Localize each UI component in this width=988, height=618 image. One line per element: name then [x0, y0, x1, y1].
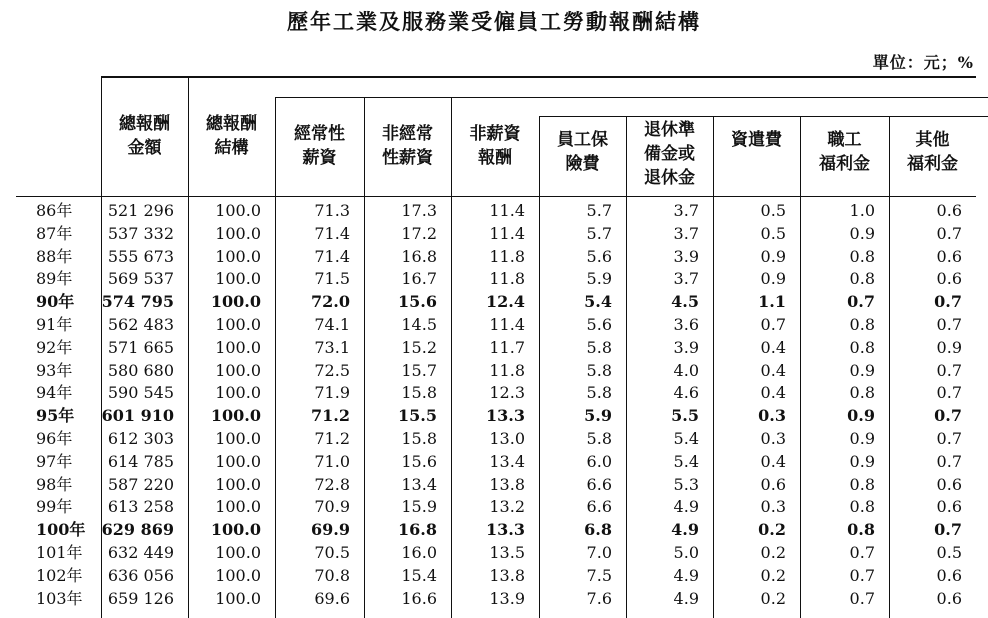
cell-other-welfare: 0.7 — [936, 315, 962, 334]
cell-welfare: 0.9 — [849, 429, 875, 448]
cell-other-welfare: 0.7 — [936, 451, 962, 471]
cell-other-welfare: 0.7 — [934, 520, 962, 540]
cell-insurance: 5.8 — [586, 337, 612, 357]
cell-non-salary: 11.8 — [489, 269, 525, 289]
cell-total-amount: 537 332 — [107, 223, 174, 243]
cell-total-structure: 100.0 — [215, 269, 261, 289]
cell-welfare: 0.8 — [849, 269, 875, 289]
cell-other-welfare: 0.6 — [936, 497, 962, 517]
header-line: 退休金 — [644, 168, 695, 188]
header-line: 非經常 — [382, 124, 433, 144]
cell-irregular-pay: 15.7 — [401, 360, 437, 380]
cell-retirement: 4.9 — [673, 497, 699, 517]
row-year: 92年 — [36, 337, 73, 357]
cell-regular-pay: 71.4 — [314, 246, 350, 266]
cell-total-amount: 569 537 — [107, 269, 174, 289]
cell-non-salary: 11.7 — [489, 337, 525, 357]
header-line: 險費 — [565, 154, 600, 174]
cell-welfare: 0.9 — [849, 451, 875, 471]
header-line: 退休準 — [644, 120, 695, 140]
cell-non-salary: 13.3 — [486, 520, 525, 540]
row-year: 91年 — [36, 315, 73, 334]
header-retirement — [626, 118, 713, 190]
sub-header-rule-2 — [539, 116, 988, 117]
cell-total-amount: 562 483 — [107, 315, 174, 334]
cell-insurance: 6.6 — [586, 497, 612, 517]
page-title: 歷年工業及服務業受僱員工勞動報酬結構 — [287, 9, 701, 34]
row-year: 87年 — [36, 223, 73, 243]
cell-retirement: 4.9 — [673, 565, 699, 585]
cell-other-welfare: 0.7 — [936, 223, 962, 243]
cell-insurance: 5.9 — [586, 269, 612, 289]
row-year: 99年 — [36, 497, 73, 517]
row-year: 96年 — [36, 429, 73, 448]
header-non-salary — [451, 122, 539, 170]
row-year: 97年 — [36, 451, 73, 471]
cell-severance: 1.1 — [758, 292, 786, 312]
cell-severance: 0.4 — [760, 451, 786, 471]
cell-welfare: 0.8 — [849, 383, 875, 403]
cell-welfare: 0.7 — [849, 565, 875, 585]
cell-other-welfare: 0.6 — [936, 588, 962, 608]
cell-other-welfare: 0.6 — [936, 474, 962, 494]
row-year: 90年 — [36, 292, 75, 312]
cell-other-welfare: 0.6 — [936, 565, 962, 585]
cell-total-structure: 100.0 — [215, 429, 261, 448]
cell-regular-pay: 71.3 — [314, 201, 350, 220]
cell-irregular-pay: 16.8 — [401, 246, 437, 266]
cell-welfare: 0.9 — [847, 406, 875, 426]
header-line: 職工 — [827, 130, 862, 150]
cell-other-welfare: 0.5 — [936, 543, 962, 562]
cell-non-salary: 11.4 — [489, 223, 525, 243]
cell-irregular-pay: 15.9 — [401, 497, 437, 517]
cell-regular-pay: 72.0 — [311, 292, 350, 312]
header-line: 非薪資 — [469, 124, 521, 144]
cell-severance: 0.4 — [760, 337, 786, 357]
cell-regular-pay: 74.1 — [314, 315, 350, 334]
cell-insurance: 7.0 — [586, 543, 612, 562]
cell-total-structure: 100.0 — [215, 474, 261, 494]
cell-insurance: 5.4 — [584, 292, 612, 312]
header-total-structure — [188, 112, 275, 160]
cell-welfare: 0.7 — [847, 292, 875, 312]
cell-non-salary: 13.3 — [486, 406, 525, 426]
row-year: 98年 — [36, 474, 73, 494]
cell-retirement: 4.0 — [673, 360, 699, 380]
cell-total-structure: 100.0 — [215, 588, 261, 608]
cell-total-amount: 659 126 — [107, 588, 174, 608]
cell-retirement: 5.0 — [673, 543, 699, 562]
cell-irregular-pay: 17.3 — [401, 201, 437, 220]
cell-retirement: 3.7 — [673, 269, 699, 289]
cell-regular-pay: 73.1 — [314, 337, 350, 357]
cell-total-amount: 629 869 — [101, 520, 174, 540]
cell-total-amount: 613 258 — [107, 497, 174, 517]
cell-non-salary: 11.8 — [489, 246, 525, 266]
cell-total-amount: 580 680 — [107, 360, 174, 380]
cell-irregular-pay: 15.8 — [401, 429, 437, 448]
header-line: 性薪資 — [382, 148, 433, 168]
row-year: 94年 — [36, 383, 73, 403]
cell-other-welfare: 0.7 — [936, 360, 962, 380]
cell-irregular-pay: 15.5 — [398, 406, 437, 426]
header-welfare — [800, 128, 889, 176]
cell-irregular-pay: 15.6 — [401, 451, 437, 471]
header-line: 薪資 — [302, 148, 337, 168]
cell-irregular-pay: 15.2 — [401, 337, 437, 357]
cell-regular-pay: 69.6 — [314, 588, 350, 608]
header-line: 福利金 — [819, 154, 870, 174]
cell-other-welfare: 0.7 — [934, 292, 962, 312]
cell-insurance: 5.7 — [586, 223, 612, 243]
cell-irregular-pay: 16.7 — [401, 269, 437, 289]
cell-retirement: 3.9 — [673, 246, 699, 266]
cell-insurance: 5.6 — [586, 315, 612, 334]
cell-total-amount: 632 449 — [107, 543, 174, 562]
cell-regular-pay: 70.8 — [314, 565, 350, 585]
header-line: 結構 — [214, 138, 249, 158]
cell-severance: 0.7 — [760, 315, 786, 334]
cell-insurance: 5.6 — [586, 246, 612, 266]
cell-irregular-pay: 16.6 — [401, 588, 437, 608]
cell-irregular-pay: 15.8 — [401, 383, 437, 403]
cell-total-structure: 100.0 — [215, 383, 261, 403]
cell-other-welfare: 0.6 — [936, 269, 962, 289]
header-line: 總報酬 — [206, 114, 257, 134]
cell-insurance: 5.7 — [586, 201, 612, 220]
cell-severance: 0.2 — [758, 520, 786, 540]
cell-welfare: 0.8 — [849, 337, 875, 357]
cell-non-salary: 13.8 — [489, 474, 525, 494]
cell-retirement: 5.3 — [673, 474, 699, 494]
cell-severance: 0.9 — [760, 269, 786, 289]
cell-retirement: 4.5 — [671, 292, 699, 312]
header-line: 報酬 — [478, 148, 512, 168]
cell-retirement: 3.7 — [673, 223, 699, 243]
cell-total-amount: 636 056 — [107, 565, 174, 585]
row-year: 102年 — [36, 565, 83, 585]
row-year: 89年 — [36, 269, 73, 289]
cell-severance: 0.2 — [760, 565, 786, 585]
cell-welfare: 0.7 — [849, 588, 875, 608]
header-other-welfare — [889, 128, 976, 176]
cell-severance: 0.9 — [760, 246, 786, 266]
cell-total-amount: 521 296 — [107, 201, 174, 220]
cell-non-salary: 11.4 — [489, 201, 525, 220]
cell-insurance: 6.8 — [584, 520, 612, 540]
cell-severance: 0.3 — [760, 429, 786, 448]
cell-regular-pay: 72.8 — [314, 474, 350, 494]
cell-total-structure: 100.0 — [215, 337, 261, 357]
cell-retirement: 5.4 — [673, 429, 699, 448]
cell-non-salary: 11.4 — [489, 315, 525, 334]
cell-non-salary: 13.2 — [489, 497, 525, 517]
cell-retirement: 4.9 — [671, 520, 699, 540]
cell-total-amount: 555 673 — [107, 246, 174, 266]
cell-regular-pay: 70.5 — [314, 543, 350, 562]
cell-insurance: 5.9 — [584, 406, 612, 426]
cell-other-welfare: 0.7 — [934, 406, 962, 426]
cell-severance: 0.5 — [760, 223, 786, 243]
cell-total-amount: 614 785 — [107, 451, 174, 471]
cell-total-structure: 100.0 — [215, 201, 261, 220]
cell-other-welfare: 0.6 — [936, 201, 962, 220]
cell-welfare: 0.8 — [849, 246, 875, 266]
cell-regular-pay: 71.0 — [314, 451, 350, 471]
cell-insurance: 5.8 — [586, 360, 612, 380]
row-year: 95年 — [36, 406, 75, 426]
row-year: 103年 — [36, 588, 83, 608]
cell-regular-pay: 71.5 — [314, 269, 350, 289]
cell-total-amount: 574 795 — [101, 292, 174, 312]
sub-header-rule — [275, 97, 988, 98]
cell-non-salary: 12.4 — [486, 292, 525, 312]
cell-total-structure: 100.0 — [210, 406, 261, 426]
cell-total-structure: 100.0 — [215, 497, 261, 517]
header-line: 福利金 — [907, 154, 958, 174]
cell-irregular-pay: 13.4 — [401, 474, 437, 494]
top-rule — [101, 76, 976, 78]
cell-welfare: 0.9 — [849, 223, 875, 243]
cell-total-structure: 100.0 — [210, 292, 261, 312]
header-line: 經常性 — [294, 124, 345, 144]
cell-irregular-pay: 14.5 — [401, 315, 437, 334]
cell-regular-pay: 71.4 — [314, 223, 350, 243]
cell-non-salary: 12.3 — [489, 383, 525, 403]
cell-total-structure: 100.0 — [215, 565, 261, 585]
cell-retirement: 4.6 — [673, 383, 699, 403]
unit-label: 單位：元；% — [872, 53, 974, 72]
cell-regular-pay: 71.9 — [314, 383, 350, 403]
row-year: 100年 — [36, 520, 86, 540]
cell-other-welfare: 0.9 — [936, 337, 962, 357]
cell-non-salary: 13.4 — [489, 451, 525, 471]
cell-regular-pay: 70.9 — [314, 497, 350, 517]
cell-regular-pay: 71.2 — [311, 406, 350, 426]
cell-severance: 0.4 — [760, 383, 786, 403]
cell-retirement: 4.9 — [673, 588, 699, 608]
cell-regular-pay: 69.9 — [311, 520, 350, 540]
cell-total-structure: 100.0 — [215, 543, 261, 562]
cell-total-amount: 590 545 — [107, 383, 174, 403]
cell-severance: 0.3 — [758, 406, 786, 426]
cell-non-salary: 13.0 — [489, 429, 525, 448]
cell-severance: 0.5 — [760, 201, 786, 220]
header-severance — [713, 128, 800, 152]
header-insurance — [539, 128, 626, 176]
row-year: 101年 — [36, 543, 83, 562]
cell-welfare: 0.8 — [849, 315, 875, 334]
cell-welfare: 0.8 — [849, 474, 875, 494]
cell-total-amount: 601 910 — [101, 406, 174, 426]
cell-insurance: 6.0 — [586, 451, 612, 471]
cell-total-structure: 100.0 — [215, 315, 261, 334]
cell-irregular-pay: 15.6 — [398, 292, 437, 312]
cell-retirement: 3.9 — [673, 337, 699, 357]
cell-welfare: 1.0 — [849, 201, 875, 220]
cell-severance: 0.3 — [760, 497, 786, 517]
cell-irregular-pay: 16.8 — [398, 520, 437, 540]
cell-total-structure: 100.0 — [215, 360, 261, 380]
cell-retirement: 5.4 — [673, 451, 699, 471]
header-bottom-rule — [16, 196, 976, 197]
header-line: 備金或 — [644, 144, 695, 164]
row-year: 86年 — [36, 201, 73, 220]
row-year: 93年 — [36, 360, 73, 380]
cell-regular-pay: 71.2 — [314, 429, 350, 448]
cell-severance: 0.6 — [760, 474, 786, 494]
cell-severance: 0.2 — [760, 543, 786, 562]
header-irregular-pay — [364, 122, 451, 170]
header-total-amount — [101, 112, 188, 160]
cell-welfare: 0.7 — [849, 543, 875, 562]
cell-non-salary: 11.8 — [489, 360, 525, 380]
cell-insurance: 5.8 — [586, 383, 612, 403]
cell-welfare: 0.9 — [849, 360, 875, 380]
cell-total-amount: 571 665 — [107, 337, 174, 357]
header-line: 員工保 — [557, 130, 608, 150]
cell-insurance: 7.6 — [586, 588, 612, 608]
header-line: 其他 — [915, 130, 950, 150]
row-year: 88年 — [36, 246, 73, 266]
cell-non-salary: 13.9 — [489, 588, 525, 608]
cell-irregular-pay: 15.4 — [401, 565, 437, 585]
cell-other-welfare: 0.6 — [936, 246, 962, 266]
cell-welfare: 0.8 — [849, 497, 875, 517]
cell-total-structure: 100.0 — [215, 246, 261, 266]
cell-retirement: 5.5 — [671, 406, 699, 426]
header-line: 資遣費 — [731, 130, 782, 150]
cell-welfare: 0.8 — [847, 520, 875, 540]
cell-total-structure: 100.0 — [210, 520, 261, 540]
header-line: 總報酬 — [119, 114, 170, 134]
cell-retirement: 3.7 — [673, 201, 699, 220]
header-regular-pay — [275, 122, 364, 170]
cell-severance: 0.4 — [760, 360, 786, 380]
cell-insurance: 6.6 — [586, 474, 612, 494]
cell-total-structure: 100.0 — [215, 451, 261, 471]
cell-total-structure: 100.0 — [215, 223, 261, 243]
header-line: 金額 — [127, 138, 162, 158]
cell-other-welfare: 0.7 — [936, 429, 962, 448]
cell-severance: 0.2 — [760, 588, 786, 608]
cell-non-salary: 13.5 — [489, 543, 525, 562]
cell-irregular-pay: 17.2 — [401, 223, 437, 243]
cell-regular-pay: 72.5 — [314, 360, 350, 380]
cell-non-salary: 13.8 — [489, 565, 525, 585]
cell-insurance: 7.5 — [586, 565, 612, 585]
cell-retirement: 3.6 — [673, 315, 699, 334]
cell-other-welfare: 0.7 — [936, 383, 962, 403]
cell-irregular-pay: 16.0 — [401, 543, 437, 562]
cell-total-amount: 587 220 — [107, 474, 174, 494]
cell-total-amount: 612 303 — [107, 429, 174, 448]
cell-insurance: 5.8 — [586, 429, 612, 448]
